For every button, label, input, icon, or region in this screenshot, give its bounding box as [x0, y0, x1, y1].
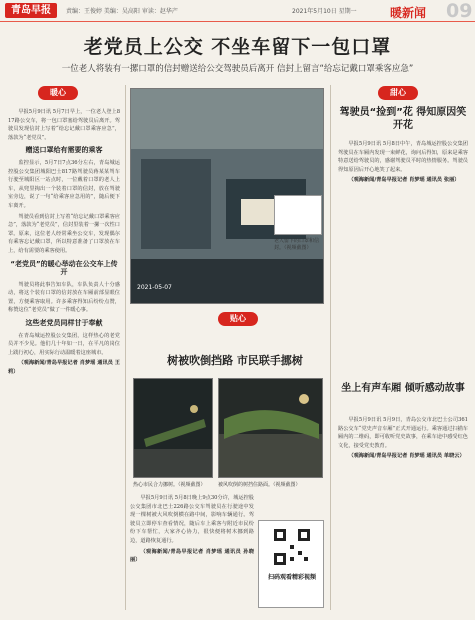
left-para-2: 监控显示，5月7日7点36分左右，青岛城运控股公交集团城阳巴士817路驾驶员蒋某某驾车行驶至城阳区一站点时，一位戴着口罩的老人上车，从兜里掏出一个装着口罩的信封，放在驾驶室旁边，说了一句“给乘客应急用的”，随后便下车离开。 [8, 159, 120, 209]
left-article [8, 108, 120, 608]
left-para-5: 在青岛城运控股公交集团，这样热心的老党员并不少见。他们几十年如一日，在平凡的岗位上践行初心，用实际行动温暖着这座城市。 [8, 332, 120, 356]
right-credit-1: （观海新闻/青岛早报记者 肖梦瑶 通讯员 张丽） [348, 177, 460, 184]
left-subhead-2: “老党员”的暖心举动在公交车上传开 [10, 259, 118, 277]
qr-code-icon [272, 527, 312, 567]
right-article-2 [338, 416, 468, 610]
left-credit: （观海新闻/青岛早报记者 肖梦瑶 通讯员 王莉） [8, 360, 120, 376]
editors-line: 责编：王俊婷 美编：吴高阳 审读：赵华产 [66, 8, 178, 15]
left-para-3: 驾驶员看到信封上写着“给忘记戴口罩乘客应急”，落款为“老党员”，信封里装着一摞一次性口罩。原来，这位老人经常乘坐公交车，发现偶尔有乘客忘记戴口罩，所以特意准备了口罩放在车上，给有需要的乘客使用。 [8, 213, 120, 254]
night-road-right [219, 379, 323, 478]
middle-article [130, 494, 254, 610]
left-subhead-1: 赠送口罩给有需要的乘客 [25, 146, 103, 155]
left-para-4: 驾驶员将此事告知车队，车队负责人十分感动，将这个装有口罩的信封放在车厢前部显眼位置，方便乘客取用。许多乘客得知后纷纷点赞，称赞这位“老党员”做了一件暖心事。 [8, 281, 120, 314]
photo-caption-left: 热心市民合力挪树。（视频截图） [133, 482, 206, 488]
section-name: 暖新闻 [390, 6, 427, 20]
column-divider [125, 85, 126, 610]
tag-sweet-heart: 甜心 [378, 86, 418, 100]
right-credit-2: （观海新闻/青岛早报记者 肖梦瑶 通讯员 单晓云） [348, 453, 465, 460]
right-headline-1: 驾驶员“捡到”花 得知原因笑开花 [339, 107, 467, 131]
night-road-left [134, 379, 213, 478]
issue-date: 2021年5月10日 星期一 [292, 8, 357, 15]
tree-photo-right [218, 378, 323, 478]
right-headline-2: 坐上有声车厢 倾听感动故事 [341, 383, 465, 394]
column-divider [330, 85, 331, 610]
main-headline: 老党员上公交 不坐车留下一包口罩 [83, 36, 392, 58]
middle-credit: （观海新闻/青岛早报记者 肖梦瑶 通讯员 孙晓丽） [130, 548, 254, 564]
left-para-1: 早报5月9日讯 5月7日早上，一位老人登上817路公交车，将一包口罩塞给驾驶员后离开。驾驶员发现信封上写着“给忘记戴口罩乘客应急”，落款为“老党员”。 [8, 109, 120, 141]
page-number: 09 [446, 0, 473, 22]
svg-text:2021-05-07: 2021-05-07 [137, 284, 172, 291]
envelope-inset [274, 195, 322, 235]
tag-thoughtful: 贴心 [218, 312, 258, 326]
tag-warm-heart: 暖心 [38, 86, 78, 100]
sub-headline: 一位老人将装有一摞口罩的信封赠送给公交驾驶员后离开 信封上留言“给忘记戴口罩乘客应急” [61, 64, 414, 74]
right-article-1 [338, 140, 468, 370]
right-para-1: 早报5月9日讯 5月8日中午，青岛城运控股公交集团驾驶员在车厢内发现一束鲜花，询问后得知，原来是乘客特意送给驾驶员的，感谢驾驶员平时的热情服务。驾驶员得知原因后开心地笑了起来。 [338, 141, 468, 173]
photo-caption-top: 老人留下的口罩和信封。（视频截图） [274, 238, 320, 251]
middle-headline: 树被吹倒挡路 市民联手挪树 [167, 354, 303, 367]
qr-promo-text: 扫码观看精彩视频 [267, 574, 316, 581]
photo-caption-right: 被风吹倒的树挡住路面。（视频截图） [218, 482, 301, 488]
page-header-bar [0, 0, 475, 22]
left-subhead-3: 这些老党员同样甘于奉献 [25, 319, 103, 328]
newspaper-logo: 青岛早报 [5, 3, 57, 18]
tree-photo-left [133, 378, 213, 478]
right-para-2: 早报5月9日讯 5月9日，青岛公交市北巴士公司361路公交车“党史声音车厢”正式开通运行。乘客通过扫描车厢内的二维码，即可收听党史故事，在乘车途中感受红色文化，接受党史教育。 [338, 417, 468, 449]
middle-para: 早报5月9日讯 5月8日晚上9点30分许，城运控股公交集团市北巴士226路公交车驾驶员在行驶途中发现一棵树被大风吹倒横在路中间，影响车辆通行。驾驶员立即停车查看情况，随后车上乘客与附近市民纷纷下车帮忙，大家齐心协力，很快便将树木挪到路边，道路恢复通行。 [130, 495, 254, 544]
video-qr-promo[interactable] [258, 520, 324, 608]
